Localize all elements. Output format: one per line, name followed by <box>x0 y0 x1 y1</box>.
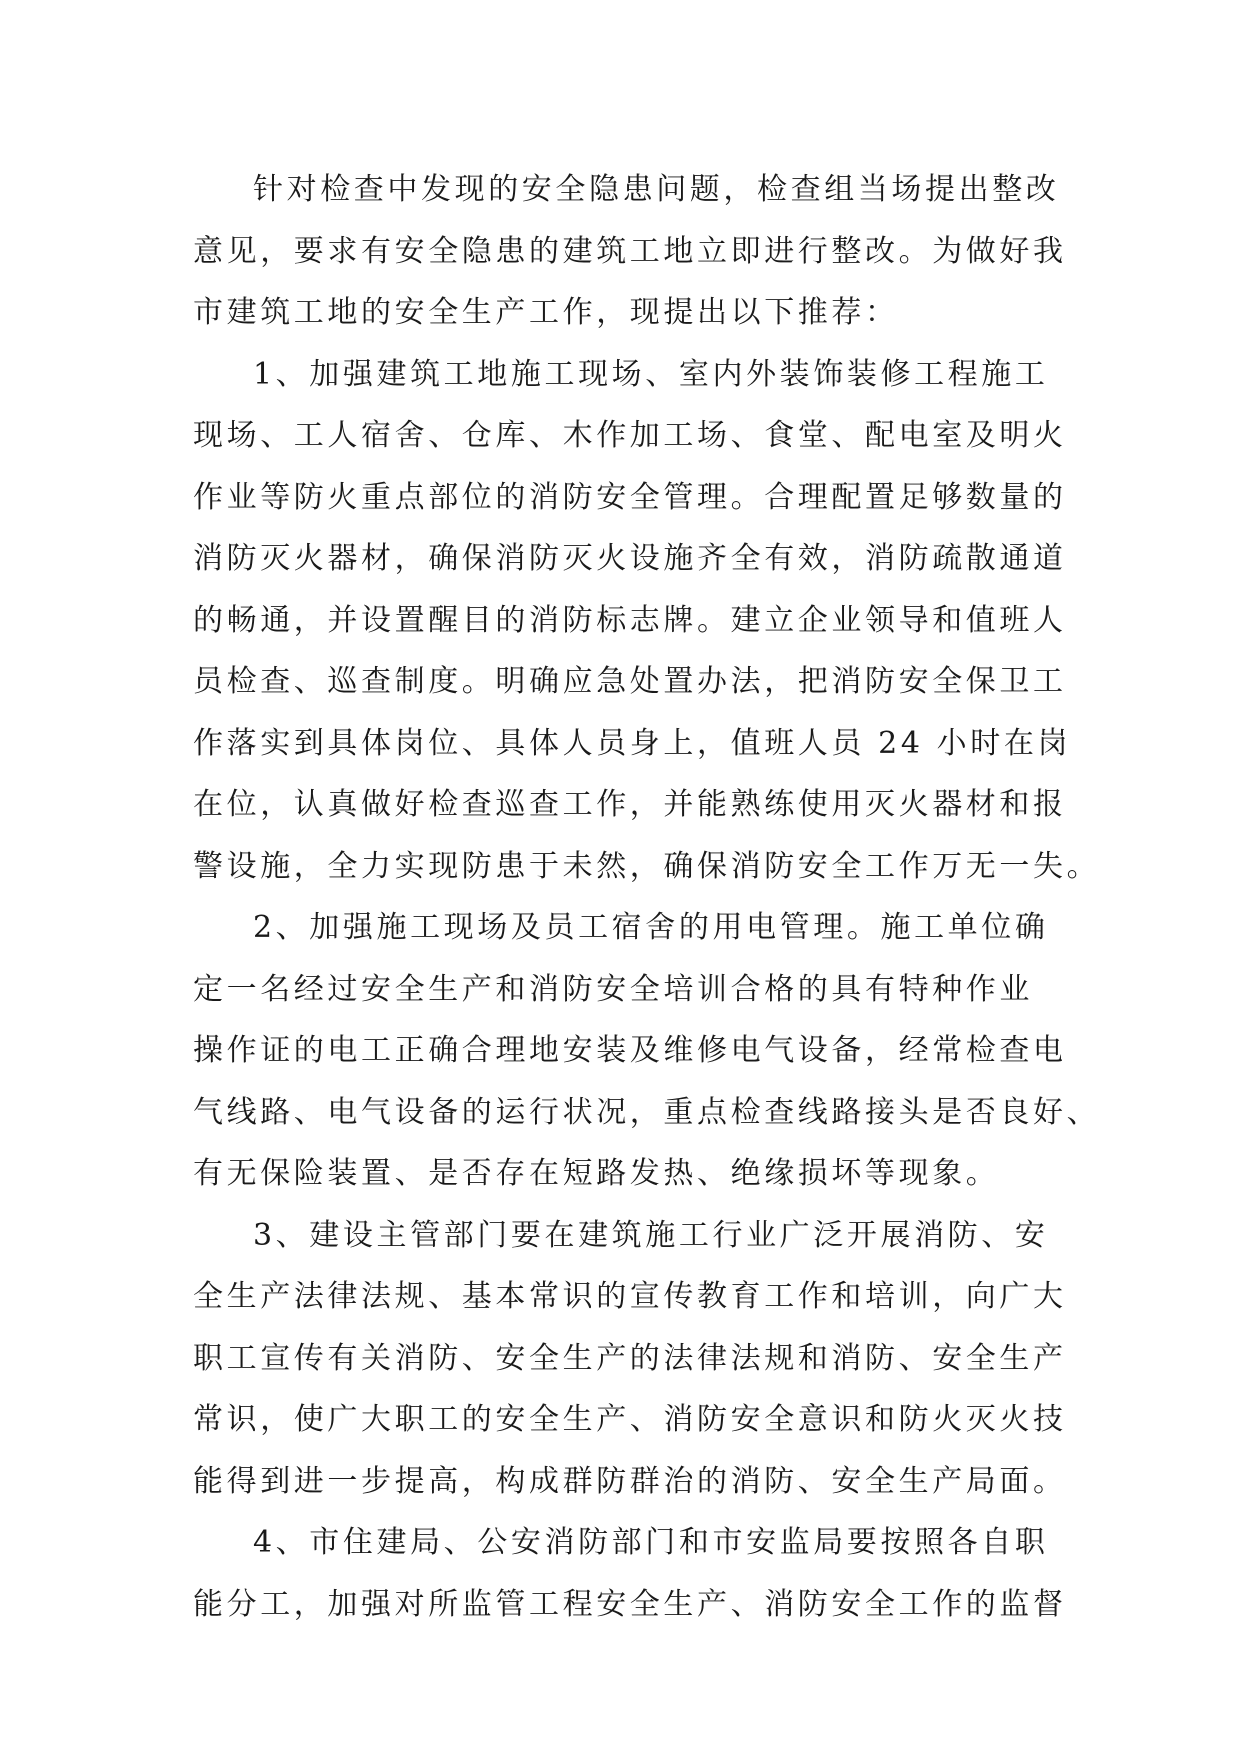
document-body <box>193 159 1101 1635</box>
text-line: 能分工，加强对所监管工程安全生产、消防安全工作的监督 <box>193 1586 1067 1622</box>
text-line: 警设施，全力实现防患于未然，确保消防安全工作万无一失。 <box>193 848 1101 884</box>
text-line: 有无保险装置、是否存在短路发热、绝缘损坏等现象。 <box>193 1156 1000 1191</box>
text-line: 职工宣传有关消防、安全生产的法律法规和消防、安全生产 <box>193 1340 1067 1376</box>
text-line: 在位，认真做好检查巡查工作，并能熟练使用灭火器材和报 <box>193 787 1067 822</box>
text-line: 作业等防火重点部位的消防安全管理。合理配置足够数量的 <box>193 479 1067 515</box>
text-line: 4、市住建局、公安消防部门和市安监局要按照各自职 <box>253 1525 1049 1560</box>
text-line: 消防灭火器材，确保消防灭火设施齐全有效，消防疏散通道 <box>193 541 1067 576</box>
text-line: 1、加强建筑工地施工现场、室内外装饰装修工程施工 <box>253 356 1049 392</box>
text-line: 的畅通，并设置醒目的消防标志牌。建立企业领导和值班人 <box>193 602 1067 638</box>
text-line: 意见，要求有安全隐患的建筑工地立即进行整改。为做好我 <box>193 233 1067 269</box>
text-line: 能得到进一步提高，构成群防群治的消防、安全生产局面。 <box>193 1463 1067 1499</box>
text-line: 全生产法律法规、基本常识的宣传教育工作和培训，向广大 <box>193 1279 1067 1314</box>
text-line: 2、加强施工现场及员工宿舍的用电管理。施工单位确 <box>253 910 1049 945</box>
text-line: 作落实到具体岗位、具体人员身上，值班人员 24 小时在岗 <box>193 725 1072 761</box>
text-line: 现场、工人宿舍、仓库、木作加工场、食堂、配电室及明火 <box>193 418 1067 453</box>
text-line: 操作证的电工正确合理地安装及维修电气设备，经常检查电 <box>193 1033 1067 1068</box>
text-line: 针对检查中发现的安全隐患问题，检查组当场提出整改 <box>253 172 1060 207</box>
text-line: 3、建设主管部门要在建筑施工行业广泛开展消防、安 <box>253 1217 1049 1253</box>
text-line: 员检查、巡查制度。明确应急处置办法，把消防安全保卫工 <box>193 664 1067 699</box>
text-line: 市建筑工地的安全生产工作，现提出以下推荐： <box>193 295 899 330</box>
text-line: 气线路、电气设备的运行状况，重点检查线路接头是否良好、 <box>193 1094 1101 1130</box>
text-line: 定一名经过安全生产和消防安全培训合格的具有特种作业 <box>193 971 1033 1007</box>
text-line: 常识，使广大职工的安全生产、消防安全意识和防火灭火技 <box>193 1402 1067 1437</box>
